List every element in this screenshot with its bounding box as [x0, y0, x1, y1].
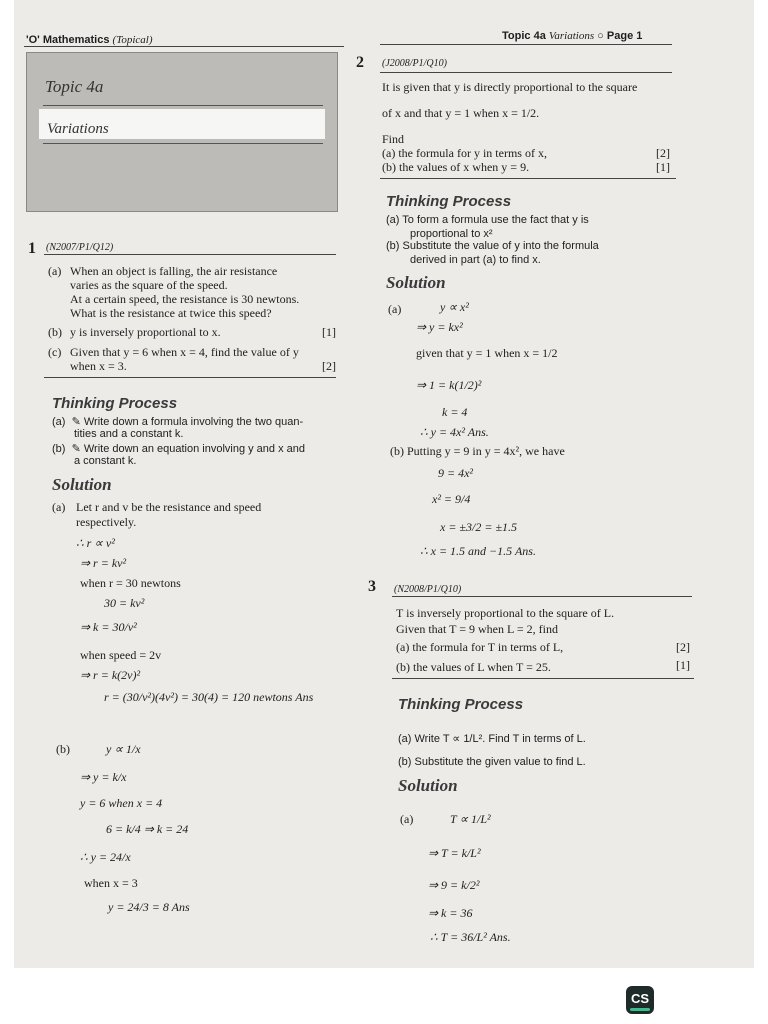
pencil-icon: ✎ [71, 416, 81, 428]
q2-tp-title: Thinking Process [386, 193, 512, 210]
q1-c-marks: [2] [322, 359, 336, 373]
header-rule-right [380, 44, 672, 45]
q2-b-marks: [1] [656, 160, 670, 174]
q3-b-marks: [1] [676, 658, 690, 672]
q3-tp-b: (b) Substitute the given value to find L. [398, 756, 586, 768]
q1-b-marks: [1] [322, 325, 336, 339]
q1-c-line1: Given that y = 6 when x = 4, find the value of y [70, 345, 299, 359]
topic-box [26, 52, 338, 212]
q1-a-line4: What is the resistance at twice this speed? [70, 306, 272, 320]
q2-tp-b: (b) Substitute the value of y into the formula [386, 240, 599, 252]
q3-a: (a) the formula for T in terms of L, [396, 640, 564, 654]
q1-a-line2: varies as the square of the speed. [70, 278, 228, 292]
topic-subtitle: Variations [47, 121, 109, 137]
q3-number: 3 [368, 578, 376, 595]
q1-a-line1: When an object is falling, the air resistance [70, 264, 278, 278]
q2-ref: (J2008/P1/Q10) [382, 58, 447, 69]
q2-a-marks: [2] [656, 146, 670, 160]
q1-b-text: y is inversely proportional to x. [70, 325, 221, 339]
q2-tp-a: (a) To form a formula use the fact that y is [386, 214, 589, 226]
q3-a-marks: [2] [676, 640, 690, 654]
header-right: Topic 4a Variations ○ Page 1 [502, 30, 643, 42]
q1-c-line2: when x = 3. [70, 359, 127, 373]
header-rule-left [24, 46, 344, 47]
q2-number: 2 [356, 54, 364, 71]
q3-tp-title: Thinking Process [398, 696, 524, 713]
q3-sol-title: Solution [398, 776, 458, 795]
q2-sol-title: Solution [386, 273, 446, 292]
q1-ref: (N2007/P1/Q12) [46, 242, 114, 253]
q1-c-label: (c) [48, 345, 62, 359]
q2-stem2: of x and that y = 1 when x = 1/2. [382, 106, 540, 120]
q3-b: (b) the values of L when T = 25. [396, 660, 551, 674]
q1-sol-title: Solution [52, 475, 112, 494]
q1-sol-a-label: (a) [52, 500, 66, 514]
q1-a-label: (a) [48, 264, 62, 278]
q3-ref: (N2008/P1/Q10) [394, 584, 462, 595]
q3-stem2: Given that T = 9 when L = 2, find [396, 622, 558, 636]
q2-stem1: It is given that y is directly proportional to the square [382, 80, 638, 94]
q2-find: Find [382, 132, 405, 146]
topic-title: Topic 4a [45, 77, 104, 96]
q1-a-line3: At a certain speed, the resistance is 30 newtons. [70, 292, 300, 306]
q1-tp-a: (a) ✎ Write down a formula involving the two quan- [52, 416, 304, 428]
pencil-icon: ✎ [71, 443, 81, 455]
camscanner-logo: CS [626, 986, 654, 1014]
q1-b-label: (b) [48, 325, 62, 339]
q1-number: 1 [28, 240, 36, 257]
header-left: 'O' Mathematics (Topical) [26, 34, 153, 46]
q1-sol-b-label: (b) [56, 742, 70, 756]
q3-stem1: T is inversely proportional to the square of L. [396, 606, 615, 620]
q2-a: (a) the formula for y in terms of x, [382, 146, 547, 160]
q3-tp-a: (a) Write T ∝ 1/L². Find T in terms of L. [398, 733, 586, 745]
q2-b: (b) the values of x when y = 9. [382, 160, 530, 174]
q1-tp-title: Thinking Process [52, 395, 178, 412]
q1-tp-b: (b) ✎ Write down an equation involving y and x and [52, 443, 306, 455]
